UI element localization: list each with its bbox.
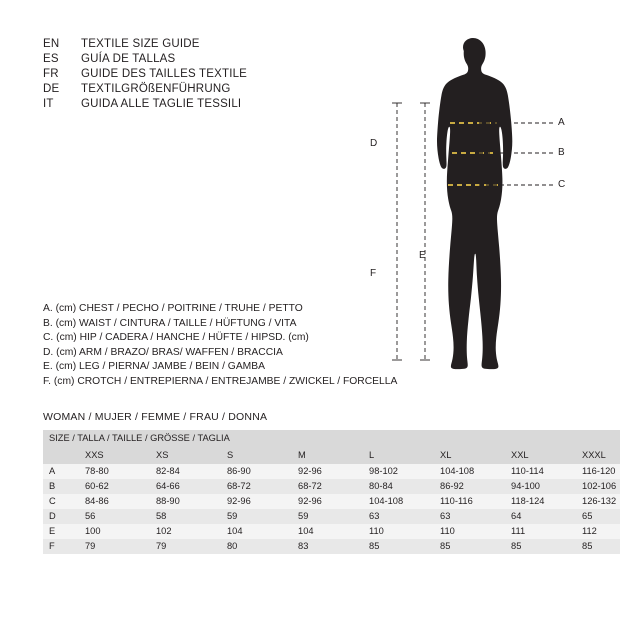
label-e: E — [419, 250, 426, 261]
cell: 102 — [150, 524, 221, 539]
cell: 68-72 — [292, 479, 363, 494]
cell: 92-96 — [292, 464, 363, 479]
cell: 104 — [292, 524, 363, 539]
measurement-legend — [43, 302, 398, 390]
table-col-s: S — [221, 447, 292, 464]
cell: 65 — [576, 509, 620, 524]
row-label: A — [43, 464, 79, 479]
cell: 85 — [363, 539, 434, 554]
table-row — [43, 524, 620, 539]
title-text: GUÍA DE TALLAS — [81, 53, 176, 65]
female-silhouette-icon — [355, 25, 600, 405]
table-row — [43, 479, 620, 494]
title-text: GUIDA ALLE TAGLIE TESSILI — [81, 98, 242, 110]
cell: 80 — [221, 539, 292, 554]
cell: 84-86 — [79, 494, 150, 509]
row-label: E — [43, 524, 79, 539]
title-lang-code: DE — [43, 83, 60, 95]
cell: 110-116 — [434, 494, 505, 509]
cell: 78-80 — [79, 464, 150, 479]
cell: 104 — [221, 524, 292, 539]
cell: 56 — [79, 509, 150, 524]
title-row — [43, 98, 343, 110]
title-lang-code: EN — [43, 38, 60, 50]
table-col-m: M — [292, 447, 363, 464]
row-label: D — [43, 509, 79, 524]
table-header-spacer — [505, 430, 576, 447]
title-row — [43, 38, 343, 50]
table-col-xxs: XXS — [79, 447, 150, 464]
table-col-l: L — [363, 447, 434, 464]
cell: 85 — [434, 539, 505, 554]
table-row — [43, 509, 620, 524]
table-header-spacer — [292, 430, 363, 447]
cell: 64-66 — [150, 479, 221, 494]
cell: 82-84 — [150, 464, 221, 479]
label-f: F — [370, 268, 377, 279]
table-col-xs: XS — [150, 447, 221, 464]
cell: 116-120 — [576, 464, 620, 479]
cell: 111 — [505, 524, 576, 539]
legend-item-c: C. (cm) HIP / CADERA / HANCHE / HÜFTE / HIPSD. (cm) — [43, 332, 309, 344]
label-d: D — [370, 138, 378, 149]
cell: 63 — [363, 509, 434, 524]
title-text: GUIDE DES TAILLES TEXTILE — [81, 68, 248, 80]
cell: 110-114 — [505, 464, 576, 479]
cell: 110 — [363, 524, 434, 539]
table-header-blank — [43, 447, 79, 464]
cell: 118-124 — [505, 494, 576, 509]
cell: 79 — [79, 539, 150, 554]
table-header-spacer — [363, 430, 434, 447]
cell: 104-108 — [363, 494, 434, 509]
legend-item-a: A. (cm) CHEST / PECHO / POITRINE / TRUHE / PETTO — [43, 303, 303, 314]
cell: 68-72 — [221, 479, 292, 494]
cell: 59 — [221, 509, 292, 524]
cell: 79 — [150, 539, 221, 554]
legend-item-d: D. (cm) ARM / BRAZO/ BRAS/ WAFFEN / BRACCIA — [43, 346, 283, 358]
legend-item-b: B. (cm) WAIST / CINTURA / TAILLE / HÜFTUNG / VITA — [43, 317, 297, 329]
row-label: F — [43, 539, 79, 554]
cell: 98-102 — [363, 464, 434, 479]
cell: 92-96 — [221, 494, 292, 509]
cell: 85 — [505, 539, 576, 554]
body-figure-diagram — [355, 25, 600, 405]
label-b: B — [558, 147, 565, 158]
label-c: C — [558, 179, 566, 190]
legend-item-f: F. (cm) CROTCH / ENTREPIERNA / ENTREJAMBE / ZWICKEL / FORCELLA — [43, 375, 398, 387]
row-label: B — [43, 479, 79, 494]
cell: 59 — [292, 509, 363, 524]
table-header-spacer — [434, 430, 505, 447]
cell: 86-90 — [221, 464, 292, 479]
row-label: C — [43, 494, 79, 509]
cell: 112 — [576, 524, 620, 539]
cell: 63 — [434, 509, 505, 524]
gender-label: WOMAN / MUJER / FEMME / FRAU / DONNA — [43, 411, 268, 423]
title-text: TEXTILGRÖßENFÜHRUNG — [81, 83, 231, 95]
table-size-row — [43, 447, 620, 464]
cell: 60-62 — [79, 479, 150, 494]
table-col-xxxl: XXXL — [576, 447, 620, 464]
label-a: A — [558, 117, 565, 128]
title-lang-code: ES — [43, 53, 59, 65]
cell: 100 — [79, 524, 150, 539]
table-corner-header: SIZE / TALLA / TAILLE / GRÖSSE / TAGLIA — [43, 430, 292, 447]
cell: 126-132 — [576, 494, 620, 509]
cell: 80-84 — [363, 479, 434, 494]
title-text: TEXTILE SIZE GUIDE — [81, 38, 200, 50]
cell: 94-100 — [505, 479, 576, 494]
cell: 58 — [150, 509, 221, 524]
cell: 110 — [434, 524, 505, 539]
title-row — [43, 53, 343, 65]
title-row — [43, 68, 343, 80]
cell: 104-108 — [434, 464, 505, 479]
table-row — [43, 539, 620, 554]
table-col-xxl: XXL — [505, 447, 576, 464]
table-row — [43, 494, 620, 509]
cell: 83 — [292, 539, 363, 554]
title-lang-code: IT — [43, 98, 54, 110]
cell: 64 — [505, 509, 576, 524]
cell: 85 — [576, 539, 620, 554]
size-table — [43, 430, 617, 554]
title-block — [43, 38, 343, 113]
title-row — [43, 83, 343, 95]
legend-item-e: E. (cm) LEG / PIERNA/ JAMBE / BEIN / GAMBA — [43, 361, 265, 373]
cell: 88-90 — [150, 494, 221, 509]
cell: 86-92 — [434, 479, 505, 494]
table-col-xl: XL — [434, 447, 505, 464]
table-header-row — [43, 430, 620, 447]
table-row — [43, 464, 620, 479]
title-lang-code: FR — [43, 68, 59, 80]
cell: 92-96 — [292, 494, 363, 509]
cell: 102-106 — [576, 479, 620, 494]
table-header-spacer — [576, 430, 620, 447]
